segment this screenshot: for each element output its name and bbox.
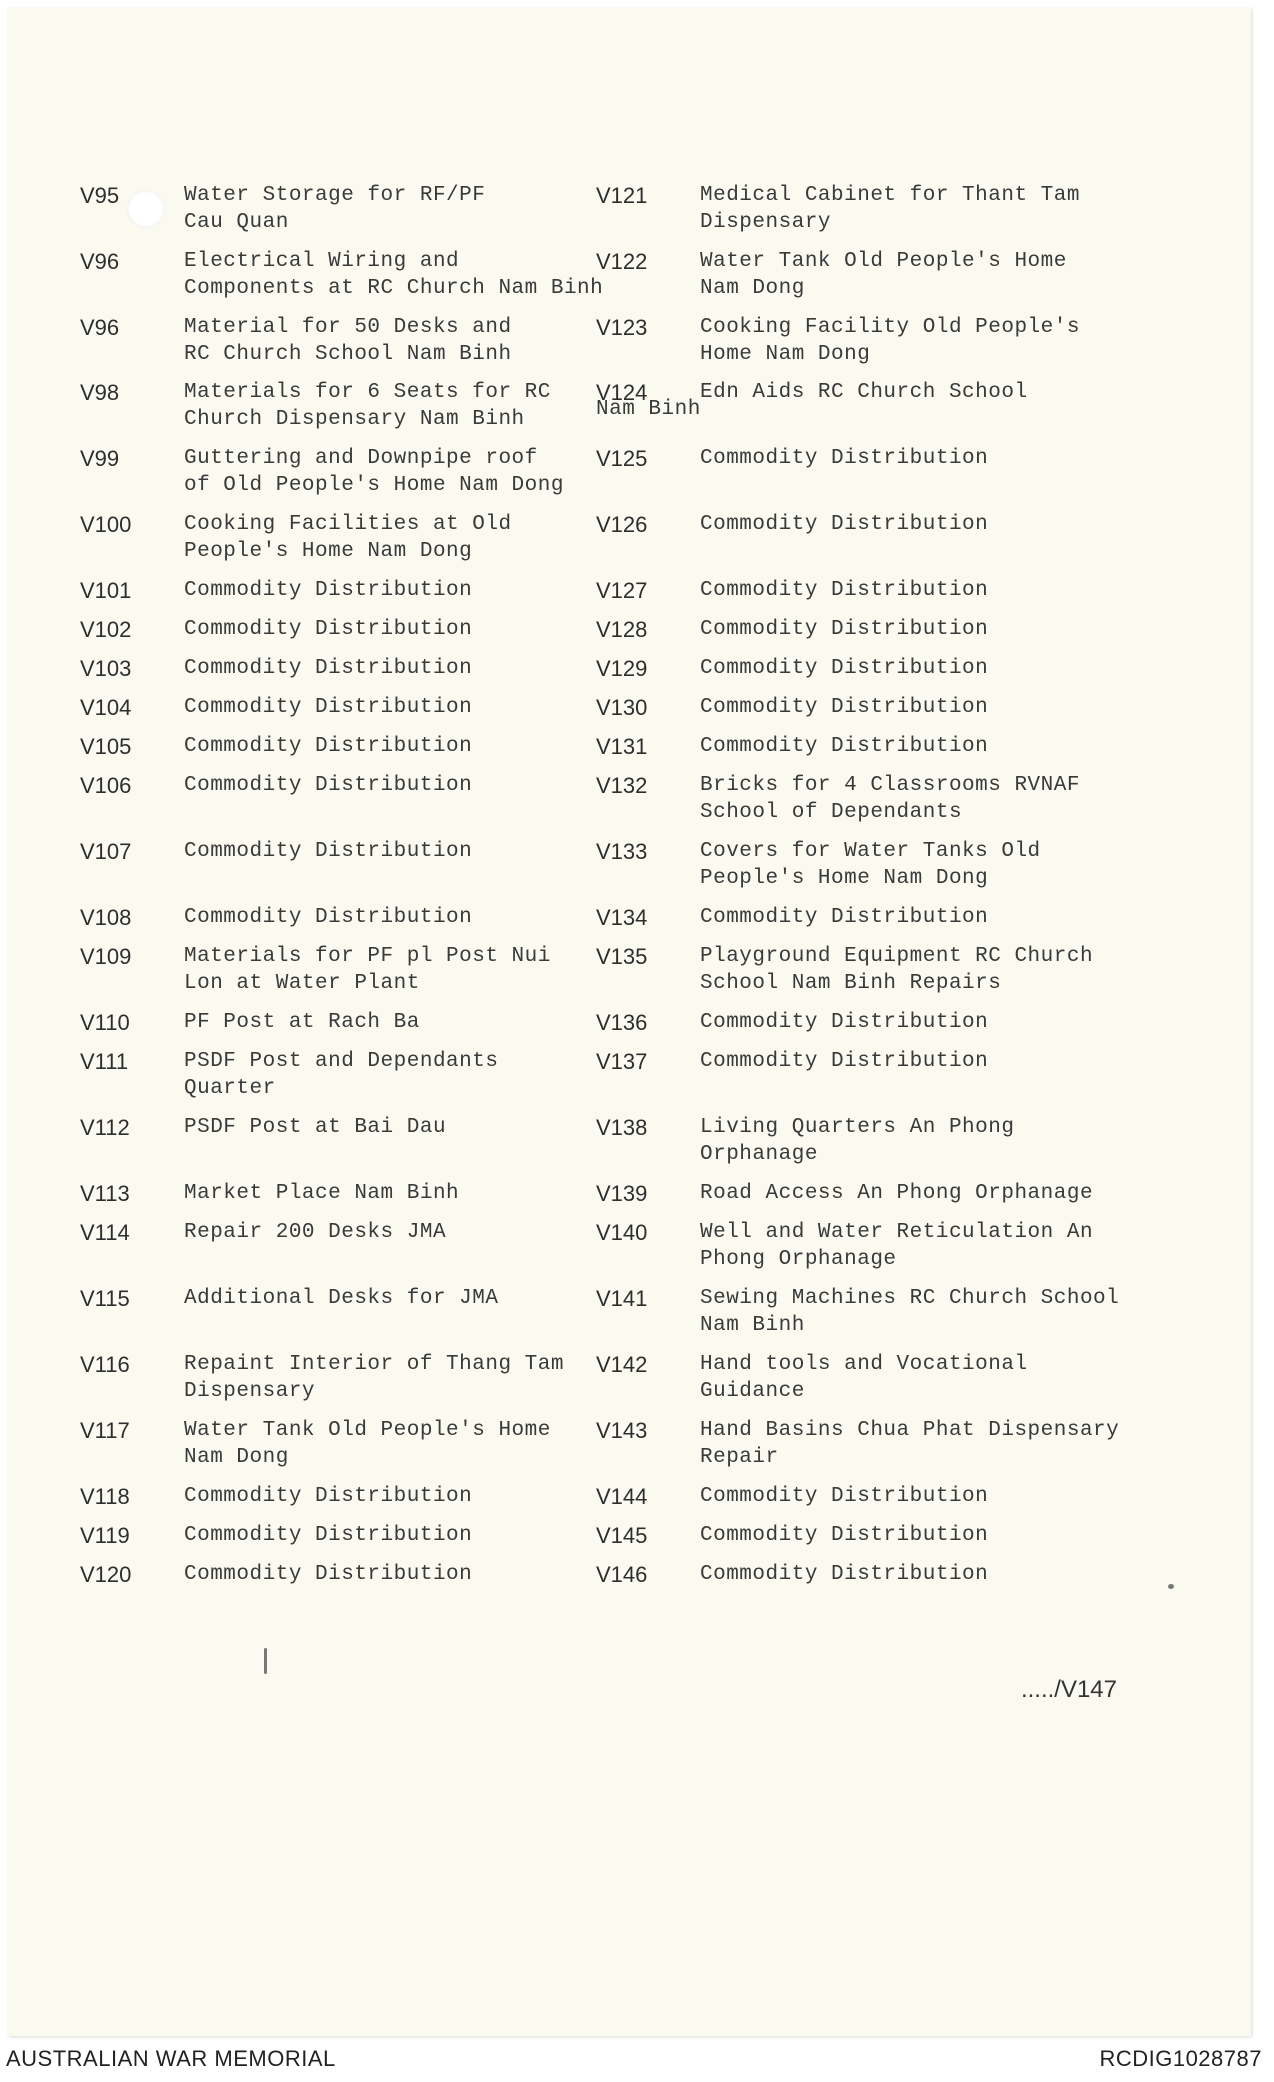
item-description: Commodity Distribution bbox=[700, 657, 989, 680]
item-description: Market Place Nam Binh bbox=[184, 1182, 460, 1205]
item-description: PSDF Post and Dependants Quarter bbox=[184, 1050, 499, 1100]
item-number: V107 bbox=[80, 839, 132, 864]
list-item bbox=[80, 1285, 640, 1345]
item-number: V140 bbox=[596, 1220, 648, 1245]
item-description: Material for 50 Desks and RC Church School Nam Binh bbox=[184, 316, 512, 366]
list-item bbox=[80, 1417, 640, 1477]
item-number: V118 bbox=[80, 1484, 130, 1509]
item-number: V108 bbox=[80, 905, 132, 930]
item-number: V141 bbox=[596, 1286, 648, 1311]
list-item bbox=[596, 445, 1156, 505]
item-number: V105 bbox=[80, 734, 132, 759]
item-number: V119 bbox=[80, 1523, 130, 1548]
item-description: Commodity Distribution bbox=[700, 906, 989, 929]
item-number: V131 bbox=[596, 734, 648, 759]
item-number: V124 bbox=[596, 380, 648, 405]
list-item bbox=[80, 182, 640, 242]
item-description: Commodity Distribution bbox=[184, 618, 473, 641]
item-number: V120 bbox=[80, 1562, 132, 1587]
item-number: V125 bbox=[596, 446, 648, 471]
item-description: Repaint Interior of Thang Tam Dispensary bbox=[184, 1353, 564, 1403]
item-description: Hand Basins Chua Phat Dispensary Repair bbox=[700, 1419, 1120, 1469]
list-item bbox=[80, 1048, 640, 1108]
item-number: V100 bbox=[80, 512, 132, 537]
item-description: Commodity Distribution bbox=[184, 840, 473, 863]
item-description: Commodity Distribution bbox=[700, 447, 989, 470]
item-description: Commodity Distribution bbox=[700, 513, 989, 536]
item-description: Commodity Distribution bbox=[184, 1524, 473, 1547]
item-description: Water Tank Old People's Home Nam Dong bbox=[184, 1419, 551, 1469]
list-item bbox=[596, 314, 1156, 374]
item-number: V132 bbox=[596, 773, 648, 798]
item-number: V111 bbox=[80, 1049, 129, 1074]
item-description: Commodity Distribution bbox=[700, 1485, 989, 1508]
list-item bbox=[80, 1351, 640, 1411]
item-description: Repair 200 Desks JMA bbox=[184, 1221, 447, 1244]
item-number: V146 bbox=[596, 1562, 648, 1587]
item-description: Commodity Distribution bbox=[184, 906, 473, 929]
item-number: V110 bbox=[80, 1010, 130, 1035]
item-number: V130 bbox=[596, 695, 648, 720]
item-number: V123 bbox=[596, 315, 648, 340]
item-number: V96 bbox=[80, 315, 120, 340]
item-number: V136 bbox=[596, 1010, 648, 1035]
item-number: V142 bbox=[596, 1352, 648, 1377]
document-page bbox=[8, 8, 1251, 2036]
item-description: Water Tank Old People's Home Nam Dong bbox=[700, 250, 1067, 300]
item-description: Commodity Distribution bbox=[184, 696, 473, 719]
item-number: V128 bbox=[596, 617, 648, 642]
item-description: Commodity Distribution bbox=[184, 735, 473, 758]
item-description: PSDF Post at Bai Dau bbox=[184, 1116, 447, 1139]
list-item bbox=[596, 772, 1156, 832]
list-item bbox=[596, 248, 1156, 308]
item-number: V103 bbox=[80, 656, 132, 681]
item-description: Commodity Distribution bbox=[700, 579, 989, 602]
footer-archive-name: AUSTRALIAN WAR MEMORIAL bbox=[6, 2046, 336, 2071]
item-number: V112 bbox=[80, 1115, 130, 1140]
item-number: V143 bbox=[596, 1418, 648, 1443]
list-item bbox=[80, 379, 640, 439]
list-item bbox=[80, 838, 640, 898]
item-description: Electrical Wiring and Components at RC Church Nam Binh bbox=[184, 250, 604, 300]
item-number: V102 bbox=[80, 617, 132, 642]
item-description: Cooking Facilities at Old People's Home Nam Dong bbox=[184, 513, 512, 563]
item-description: Hand tools and Vocational Guidance bbox=[700, 1353, 1028, 1403]
continuation-text: Nam Binh bbox=[596, 398, 701, 421]
item-description: Commodity Distribution bbox=[700, 1011, 989, 1034]
item-number: V138 bbox=[596, 1115, 648, 1140]
item-description: Materials for PF pl Post Nui Lon at Water Plant bbox=[184, 945, 551, 995]
item-number: V104 bbox=[80, 695, 132, 720]
item-description: Commodity Distribution bbox=[184, 774, 473, 797]
list-item bbox=[596, 1114, 1156, 1174]
item-number: V144 bbox=[596, 1484, 648, 1509]
list-item bbox=[596, 838, 1156, 898]
item-description: Commodity Distribution bbox=[700, 735, 989, 758]
item-description: PF Post at Rach Ba bbox=[184, 1011, 420, 1034]
item-description: Sewing Machines RC Church School Nam Binh bbox=[700, 1287, 1120, 1337]
item-number: V134 bbox=[596, 905, 648, 930]
item-number: V117 bbox=[80, 1418, 130, 1443]
item-number: V116 bbox=[80, 1352, 130, 1377]
list-item bbox=[80, 248, 640, 308]
list-item bbox=[80, 445, 640, 505]
list-item bbox=[596, 1351, 1156, 1411]
item-number: V139 bbox=[596, 1181, 648, 1206]
item-description: Additional Desks for JMA bbox=[184, 1287, 499, 1310]
list-item bbox=[596, 1561, 1156, 1621]
item-number: V145 bbox=[596, 1523, 648, 1548]
list-item bbox=[80, 1114, 640, 1174]
item-description: Commodity Distribution bbox=[700, 1050, 989, 1073]
item-number: V129 bbox=[596, 656, 648, 681]
list-item bbox=[80, 772, 640, 832]
item-description: Covers for Water Tanks Old People's Home Nam Dong bbox=[700, 840, 1041, 890]
list-item bbox=[596, 1219, 1156, 1279]
item-description: Road Access An Phong Orphanage bbox=[700, 1182, 1094, 1205]
item-description: Commodity Distribution bbox=[184, 1563, 473, 1586]
item-number: V99 bbox=[80, 446, 120, 471]
list-item bbox=[596, 1048, 1156, 1108]
item-number: V137 bbox=[596, 1049, 648, 1074]
item-description: Materials for 6 Seats for RC Church Dispensary Nam Binh bbox=[184, 381, 551, 431]
item-number: V101 bbox=[80, 578, 132, 603]
item-number: V113 bbox=[80, 1181, 130, 1206]
list-item bbox=[596, 182, 1156, 242]
list-item bbox=[80, 314, 640, 374]
item-number: V109 bbox=[80, 944, 132, 969]
paper-mark bbox=[264, 1648, 267, 1674]
item-number: V96 bbox=[80, 249, 120, 274]
item-number: V122 bbox=[596, 249, 648, 274]
list-item bbox=[596, 511, 1156, 571]
list-item bbox=[80, 511, 640, 571]
item-description: Edn Aids RC Church School bbox=[700, 381, 1028, 404]
item-number: V98 bbox=[80, 380, 120, 405]
item-number: V135 bbox=[596, 944, 648, 969]
item-description: Commodity Distribution bbox=[700, 1524, 989, 1547]
item-number: V95 bbox=[80, 183, 120, 208]
list-item bbox=[80, 943, 640, 1003]
item-description: Living Quarters An Phong Orphanage bbox=[700, 1116, 1015, 1166]
item-description: Commodity Distribution bbox=[700, 1563, 989, 1586]
item-number: V114 bbox=[80, 1220, 130, 1245]
item-number: V115 bbox=[80, 1286, 130, 1311]
item-description: Well and Water Reticulation An Phong Orphanage bbox=[700, 1221, 1094, 1271]
list-item bbox=[596, 943, 1156, 1003]
item-description: Guttering and Downpipe roof of Old People's Home Nam Dong bbox=[184, 447, 564, 497]
next-page-marker: ...../V147 bbox=[1020, 1676, 1117, 1703]
item-number: V106 bbox=[80, 773, 132, 798]
list-item bbox=[596, 1417, 1156, 1477]
list-item bbox=[80, 1219, 640, 1279]
item-description: Commodity Distribution bbox=[184, 1485, 473, 1508]
item-description: Commodity Distribution bbox=[184, 657, 473, 680]
item-number: V127 bbox=[596, 578, 648, 603]
item-description: Bricks for 4 Classrooms RVNAF School of Dependants bbox=[700, 774, 1080, 824]
item-number: V121 bbox=[596, 183, 648, 208]
list-item bbox=[596, 1285, 1156, 1345]
item-description: Water Storage for RF/PF Cau Quan bbox=[184, 184, 486, 234]
footer-record-id: RCDIG1028787 bbox=[1099, 2046, 1262, 2071]
item-description: Playground Equipment RC Church School Nam Binh Repairs bbox=[700, 945, 1094, 995]
item-number: V126 bbox=[596, 512, 648, 537]
item-number: V133 bbox=[596, 839, 648, 864]
item-description: Commodity Distribution bbox=[700, 618, 989, 641]
item-description: Cooking Facility Old People's Home Nam Dong bbox=[700, 316, 1080, 366]
item-description: Commodity Distribution bbox=[700, 696, 989, 719]
item-description: Medical Cabinet for Thant Tam Dispensary bbox=[700, 184, 1080, 234]
list-item bbox=[80, 1561, 640, 1621]
item-description: Commodity Distribution bbox=[184, 579, 473, 602]
paper-speck bbox=[1168, 1584, 1174, 1589]
